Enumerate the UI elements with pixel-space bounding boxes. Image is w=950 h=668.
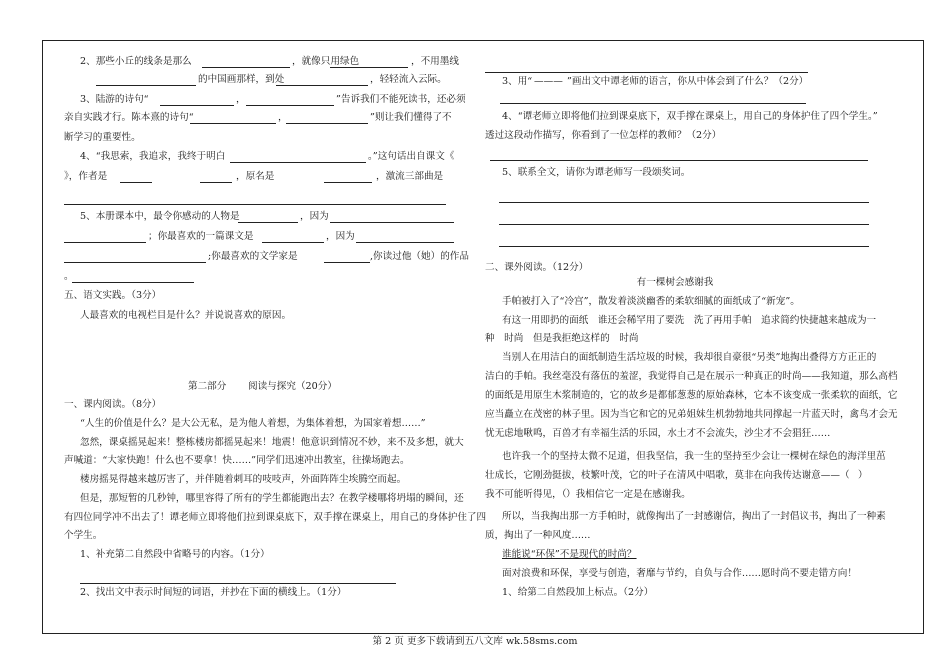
answer-blank[interactable]: [72, 282, 194, 283]
q2-text-e: ，轻轻流入云际。: [370, 74, 447, 85]
q2-text-d: 的中国画那样，到处: [198, 74, 285, 85]
q3-text-g: 断学习的重要性。: [64, 132, 141, 143]
passage-paragraph: 所以，当我掏出那一方手帕时，就像掏出了一封感谢信，掏出了一封倡议书，掏出了一种素: [502, 511, 886, 522]
answer-blank[interactable]: [356, 242, 454, 243]
passage-paragraph: 当别人在用洁白的面纸制造生活垃圾的时候，我却很自豪很“另类”地掏出叠得方方正正的: [502, 352, 877, 363]
passage-paragraph: 楼房摇晃得越来越厉害了，并伴随着刺耳的吱吱声，外面阵阵尘埃腾空而起。: [80, 474, 407, 485]
section-2-title: 二、课外阅读。（12分）: [485, 262, 589, 273]
passage-paragraph: 声喊道：“大家快跑！什么也不要拿！快……”同学们迅速冲出教室，往操场跑去。: [64, 455, 410, 466]
q3-text-e: ，: [278, 112, 288, 123]
q5-text-d: ，因为: [326, 231, 355, 242]
passage-paragraph: 手帕被打入了“冷宫”，散发着淡淡幽香的柔软细腻的面纸成了“新宠”。: [502, 296, 800, 307]
answer-line[interactable]: [80, 583, 396, 584]
section-5-prompt: 人最喜欢的电视栏目是什么？并说说喜欢的原因。: [80, 310, 292, 321]
question-3-b: ”画出文中谭老师的语言，你从中体会到了什么？（2分）: [567, 76, 809, 87]
part-2-title: 阅读与探究（20分）: [248, 381, 337, 392]
answer-blank[interactable]: [324, 182, 372, 183]
answer-blank[interactable]: [330, 67, 408, 68]
answer-line[interactable]: [499, 246, 869, 247]
answer-line[interactable]: [64, 204, 446, 205]
passage-paragraph: 质，掏出了一种风度……: [485, 530, 591, 541]
q3-text-b: ，: [236, 94, 246, 105]
q5-text-b: ，因为: [300, 211, 329, 222]
question-3-dash: ———: [534, 76, 563, 87]
passage-paragraph: 种 时尚 但是我拒绝这样的 时尚: [485, 333, 639, 344]
q4-text-c: 》，作者是: [64, 171, 108, 182]
q2-text-a: 2、那些小丘的线条是那么: [80, 56, 192, 67]
answer-blank[interactable]: [200, 182, 232, 183]
answer-blank[interactable]: [96, 85, 196, 86]
passage-paragraph: ）我相信它一定是在感谢我。: [566, 489, 691, 500]
passage-paragraph: 我不可能听得见，（: [485, 489, 567, 500]
passage-paragraph: 应当矗立在茂密的林子里。因为当它和它的兄弟姐妹生机勃勃地共同撑起一片蓝天时，禽鸟才会无: [485, 409, 898, 420]
answer-blank[interactable]: [120, 182, 152, 183]
answer-blank[interactable]: [202, 67, 290, 68]
q4-text-b: 。”这句话出自课文《: [368, 151, 455, 162]
q3-text-c: ”告诉我们不能死读书，还必须: [336, 94, 466, 105]
q5-text-e: ;你最喜欢的文学家是: [208, 251, 298, 262]
q4-text-a: 4、“我思索，我追求，我终于明白: [80, 151, 226, 162]
answer-blank[interactable]: [190, 123, 276, 124]
answer-blank[interactable]: [230, 162, 366, 163]
passage-paragraph: 有这一用即扔的面纸 谁还会稀罕用了要洗 洗了再用手帕 追求简约快捷越来越成为一: [502, 315, 877, 326]
passage-paragraph: 面对浪费和环保，享受与创造，奢靡与节约，自负与合作……愿时尚不要走错方向！: [502, 568, 857, 579]
q3-text-a: 3、陆游的诗句“: [80, 94, 149, 105]
q2-text-c: ，不用墨线: [411, 56, 459, 67]
answer-blank[interactable]: [276, 85, 368, 86]
answer-line[interactable]: [499, 202, 869, 203]
q5-text-a: 5、本册课本中，最令你感动的人物是: [80, 211, 240, 222]
question-5: 5、联系全文，请你为谭老师写一段颂奖词。: [502, 167, 691, 178]
q4-text-e: ，激流三部曲是: [376, 171, 444, 182]
answer-blank[interactable]: [286, 123, 368, 124]
answer-line[interactable]: [500, 103, 806, 104]
exam-page: [42, 40, 924, 634]
passage-paragraph: 忧无虑地啾鸣，百兽才有幸福生活的乐园，水土才不会流失，沙尘才不会猖狂……: [485, 428, 831, 439]
question-4-a: 4、“谭老师立即将他们拉到课桌底下，双手撑在课桌上，用自己的身体护住了四个学生。”: [502, 111, 878, 122]
q3-text-d: 亲自实践才行。陈本熹的诗句“: [64, 112, 194, 123]
page-footer: 第 2 页 更多下载请到五八文库 wk.58sms.com: [372, 636, 578, 647]
question-3-a: 3、用“: [502, 76, 533, 87]
answer-blank[interactable]: [160, 105, 234, 106]
answer-paren-close[interactable]: ）: [858, 470, 868, 481]
passage-paragraph: 也许我一个的坚持太微不足道，但我坚信，我一生的坚持至少会让一棵树在绿色的海洋里茁: [502, 451, 886, 462]
passage-paragraph: “人生的价值是什么？是大公无私，是为他人着想，为集体着想，为国家着想……”: [80, 418, 426, 429]
answer-line[interactable]: [499, 224, 869, 225]
q5-text-f: ,你读过他（她）的作品: [370, 251, 469, 262]
question-1: 1、给第二自然段加上标点。（2分）: [502, 587, 654, 598]
passage-paragraph: 壮成长，它刚劲挺拔，枝繁叶茂，它的叶子在清风中唱歌，莫非在向我传达谢意——（: [485, 470, 850, 481]
passage-paragraph: 洁白的手帕。我丝毫没有落伍的羞涩，我觉得自己是在展示一种真正的时尚——我知道，那么高档: [485, 371, 898, 382]
answer-line[interactable]: [490, 160, 868, 161]
answer-line[interactable]: [485, 72, 808, 73]
q5-text-g: 。: [64, 271, 74, 282]
answer-blank[interactable]: [238, 222, 298, 223]
answer-blank[interactable]: [330, 222, 454, 223]
passage-paragraph: 有四位同学冲不出去了！谭老师立即将他们拉到课桌底下，双手撑在课桌上，用自己的身体护住了四: [64, 512, 487, 523]
part-2-label: 第二部分: [188, 381, 227, 392]
question-1: 1、补充第二自然段中省略号的内容。（1分）: [80, 549, 270, 560]
question-2: 2、找出文中表示时间短的词语，并抄在下面的横线上。（1分）: [80, 587, 347, 598]
passage-paragraph: 个学生。: [64, 530, 103, 541]
answer-blank[interactable]: [262, 242, 324, 243]
q4-text-d: ，原名是: [236, 171, 275, 182]
passage-paragraph: 的面纸是用原生木浆制造的，它的故乡是都郁葱葱的原始森林，它本不该变成一张柔软的面纸，它: [485, 390, 898, 401]
answer-blank[interactable]: [64, 262, 206, 263]
section-1-title: 一、课内阅读。（8分）: [64, 399, 162, 410]
answer-blank[interactable]: [324, 262, 370, 263]
q2-text-b: ，就像只用绿色: [292, 56, 360, 67]
answer-blank[interactable]: [64, 242, 146, 243]
passage-heading: 有一棵树会感谢我: [636, 277, 714, 288]
q3-text-f: ”则让我们懂得了不: [370, 112, 452, 123]
passage-paragraph: 谁能说“环保”不是现代的时尚？: [502, 549, 637, 560]
section-5-title: 五、语文实践。（3分）: [64, 290, 162, 301]
answer-blank[interactable]: [246, 105, 334, 106]
passage-paragraph: 忽然，课桌摇晃起来！整栋楼房都摇晃起来！地震！他意识到情况不妙，来不及多想，就大: [80, 437, 464, 448]
question-4-b: 透过这段动作描写，你看到了一位怎样的教师？（2分）: [485, 130, 722, 141]
passage-paragraph: 但是，那短暂的几秒钟，哪里容得了所有的学生都能跑出去？在教学楼哪将坍塌的瞬间，还: [80, 493, 464, 504]
q5-text-c: ；你最喜欢的一篇课文是: [148, 231, 254, 242]
